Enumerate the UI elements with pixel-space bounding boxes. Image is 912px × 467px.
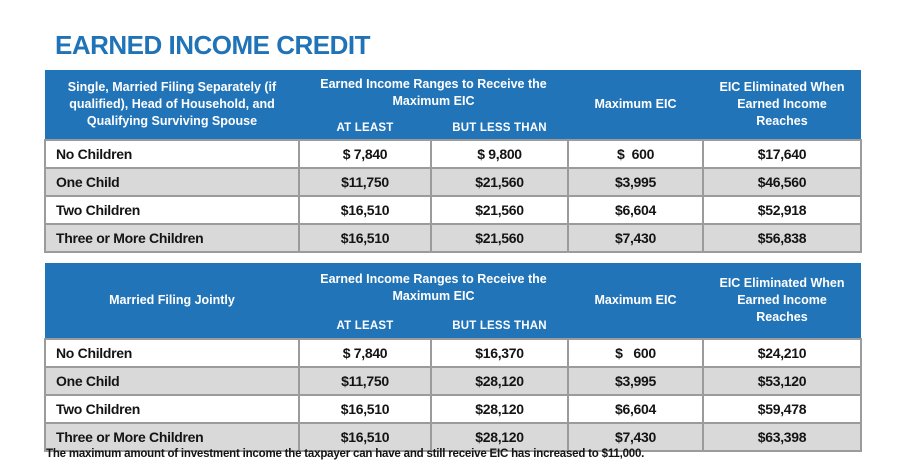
but-less-than-cell: $21,560 — [431, 224, 568, 252]
column-header-maximum-eic: Maximum EIC — [568, 70, 703, 140]
column-header-earned-income-ranges: Earned Income Ranges to Receive the Maximum EIC — [299, 263, 568, 313]
eliminated-at-cell: $59,478 — [703, 395, 861, 423]
row-label-cell: Three or More Children — [45, 423, 299, 451]
column-subheader-but-less-than: BUT LESS THAN — [431, 116, 568, 140]
table-row — [45, 168, 861, 196]
table-row — [45, 196, 861, 224]
at-least-cell: $ 7,840 — [299, 339, 431, 367]
maximum-eic-cell: $6,604 — [568, 395, 703, 423]
column-header-filing-status: Married Filing Jointly — [45, 263, 299, 339]
at-least-cell: $11,750 — [299, 367, 431, 395]
eic-table-married-jointly — [44, 263, 862, 452]
table-header — [45, 70, 861, 140]
at-least-cell: $16,510 — [299, 395, 431, 423]
table-header — [45, 263, 861, 339]
at-least-cell: $16,510 — [299, 423, 431, 451]
column-subheader-at-least: AT LEAST — [299, 313, 431, 339]
row-label-cell: Three or More Children — [45, 224, 299, 252]
but-less-than-cell: $28,120 — [431, 423, 568, 451]
table-row — [45, 339, 861, 367]
maximum-eic-cell: $3,995 — [568, 168, 703, 196]
table-row — [45, 367, 861, 395]
eliminated-at-cell: $52,918 — [703, 196, 861, 224]
eliminated-at-cell: $24,210 — [703, 339, 861, 367]
table-row — [45, 395, 861, 423]
column-header-filing-status: Single, Married Filing Separately (if qualified), Head of Household, and Qualifying Surviving Spouse — [45, 70, 299, 140]
row-label-cell: One Child — [45, 367, 299, 395]
row-label-cell: No Children — [45, 140, 299, 168]
but-less-than-cell: $ 9,800 — [431, 140, 568, 168]
but-less-than-cell: $21,560 — [431, 168, 568, 196]
eliminated-at-cell: $63,398 — [703, 423, 861, 451]
table-row — [45, 423, 861, 451]
but-less-than-cell: $28,120 — [431, 367, 568, 395]
eliminated-at-cell: $17,640 — [703, 140, 861, 168]
row-label-cell: No Children — [45, 339, 299, 367]
at-least-cell: $16,510 — [299, 196, 431, 224]
maximum-eic-cell: $3,995 — [568, 367, 703, 395]
row-label-cell: Two Children — [45, 395, 299, 423]
eic-table-single-hoh — [44, 70, 862, 253]
column-header-maximum-eic: Maximum EIC — [568, 263, 703, 339]
eliminated-at-cell: $46,560 — [703, 168, 861, 196]
table-row — [45, 140, 861, 168]
maximum-eic-cell: $7,430 — [568, 423, 703, 451]
at-least-cell: $16,510 — [299, 224, 431, 252]
but-less-than-cell: $16,370 — [431, 339, 568, 367]
eliminated-at-cell: $53,120 — [703, 367, 861, 395]
column-header-eic-eliminated: EIC Eliminated When Earned Income Reaches — [703, 263, 861, 339]
row-label-cell: Two Children — [45, 196, 299, 224]
at-least-cell: $11,750 — [299, 168, 431, 196]
column-subheader-but-less-than: BUT LESS THAN — [431, 313, 568, 339]
column-header-eic-eliminated: EIC Eliminated When Earned Income Reaches — [703, 70, 861, 140]
footnote: The maximum amount of investment income the taxpayer can have and still receive EIC has increased to $11,000. — [46, 448, 645, 460]
page-title: EARNED INCOME CREDIT — [55, 30, 371, 60]
row-label-cell: One Child — [45, 168, 299, 196]
maximum-eic-cell: $ 600 — [568, 339, 703, 367]
maximum-eic-cell: $6,604 — [568, 196, 703, 224]
maximum-eic-cell: $ 600 — [568, 140, 703, 168]
column-subheader-at-least: AT LEAST — [299, 116, 431, 140]
but-less-than-cell: $28,120 — [431, 395, 568, 423]
maximum-eic-cell: $7,430 — [568, 224, 703, 252]
table-row — [45, 224, 861, 252]
but-less-than-cell: $21,560 — [431, 196, 568, 224]
eliminated-at-cell: $56,838 — [703, 224, 861, 252]
at-least-cell: $ 7,840 — [299, 140, 431, 168]
column-header-earned-income-ranges: Earned Income Ranges to Receive the Maximum EIC — [299, 70, 568, 116]
